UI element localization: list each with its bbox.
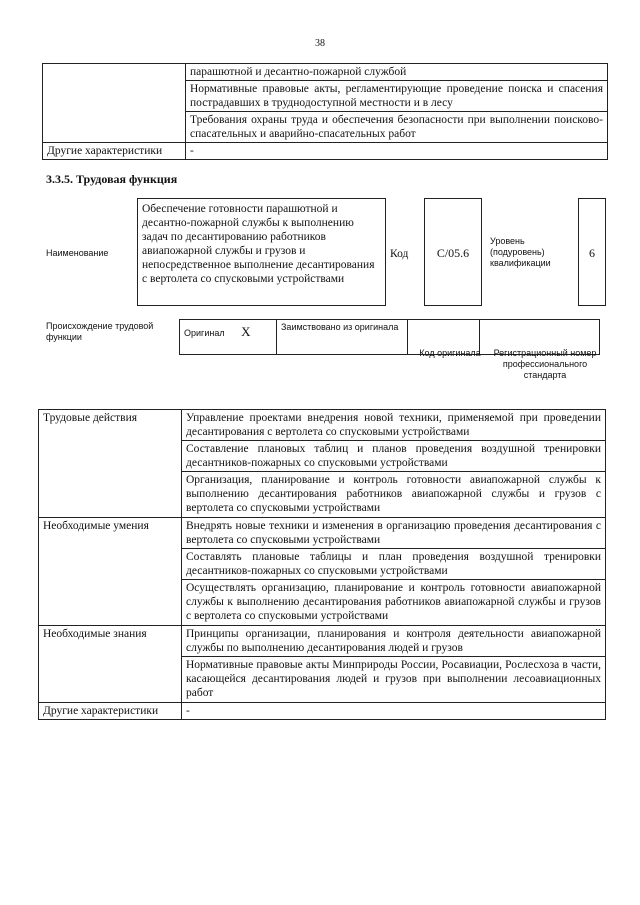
required-skills-label: Необходимые умения <box>39 518 182 626</box>
origin-label: Происхождение трудовой функции <box>46 321 154 342</box>
original-mark: X <box>241 324 251 339</box>
code-original-caption: Код оригинала <box>419 348 481 358</box>
table-row <box>39 410 606 441</box>
labor-actions-label: Трудовые действия <box>39 410 182 518</box>
table-row <box>43 143 608 160</box>
other-characteristics-label: Другие характеристики <box>39 703 182 720</box>
reg-number-caption: Регистрационный номер профессионального стандарта <box>493 348 597 380</box>
table-row <box>39 626 606 657</box>
function-name-box: Обеспечение готовности парашютной и десантно-пожарной службы к выполнению задач по десантированию работников авиапожарной службы и грузов и непосредственное выполнение десантирования с вертолета со спусковыми устройствами <box>137 198 386 306</box>
table-row <box>43 81 608 112</box>
main-table <box>38 409 606 720</box>
table-row <box>39 518 606 549</box>
table-cell: Внедрять новые техники и изменения в организацию проведения десантирования с вертолета со спусковыми устройствами <box>182 518 606 549</box>
table-cell: Требования охраны труда и обеспечения безопасности при выполнении поисково-спасательных и аварийно-спасательных работ <box>186 112 608 143</box>
other-characteristics-label: Другие характеристики <box>43 143 186 160</box>
table-cell: Нормативные правовые акты Минприроды России, Росавиации, Рослесхоза в части, касающейся десантирования людей и грузов при выполнении лесоавиационных работ <box>182 657 606 703</box>
level-value-box: 6 <box>578 198 606 306</box>
table-cell: Нормативные правовые акты, регламентирующие проведение поиска и спасения пострадавших в труднодоступной местности и в лесу <box>186 81 608 112</box>
section-title: 3.3.5. Трудовая функция <box>46 172 178 186</box>
table-cell: парашютной и десантно-пожарной службой <box>186 64 608 81</box>
top-table <box>42 63 608 160</box>
table-cell: - <box>182 703 606 720</box>
required-knowledge-label: Необходимые знания <box>39 626 182 703</box>
borrowed-label: Заимствовано из оригинала <box>281 322 399 332</box>
table-cell: Управление проектами внедрения новой техники, применяемой при проведении десантирования с вертолета со спусковыми устройствами <box>182 410 606 441</box>
table-cell-label <box>43 112 186 143</box>
name-label: Наименование <box>46 248 109 258</box>
table-cell: Составление плановых таблиц и планов проведения воздушной тренировки десантников-пожарных со спусковыми устройствами <box>182 441 606 472</box>
table-cell: - <box>186 143 608 160</box>
table-row <box>39 703 606 720</box>
table-row <box>43 112 608 143</box>
code-value-box: С/05.6 <box>424 198 482 306</box>
table-row <box>43 64 608 81</box>
code-label: Код <box>390 248 409 260</box>
level-label: Уровень (подуровень) квалификации <box>490 236 551 268</box>
table-cell: Составлять плановые таблицы и план проведения воздушной тренировки десантников-пожарных со спусковыми устройствами <box>182 549 606 580</box>
table-cell-label <box>43 64 186 81</box>
page-number: 38 <box>315 38 325 49</box>
original-cell <box>180 320 277 355</box>
borrowed-cell <box>277 320 408 355</box>
table-cell-label <box>43 81 186 112</box>
table-cell: Организация, планирование и контроль готовности авиапожарной службы к выполнению десантирования работников авиапожарной службы и грузов с вертолета со спусковыми устройствами <box>182 472 606 518</box>
table-cell: Осуществлять организацию, планирование и контроль готовности авиапожарной службы к выполнению десантирования работников авиапожарной службы и грузов с вертолета со спусковыми устройствами <box>182 580 606 626</box>
table-cell: Принципы организации, планирования и контроля деятельности авиапожарной службы по выполнению десантирования людей и грузов <box>182 626 606 657</box>
original-label: Оригинал <box>184 328 225 338</box>
